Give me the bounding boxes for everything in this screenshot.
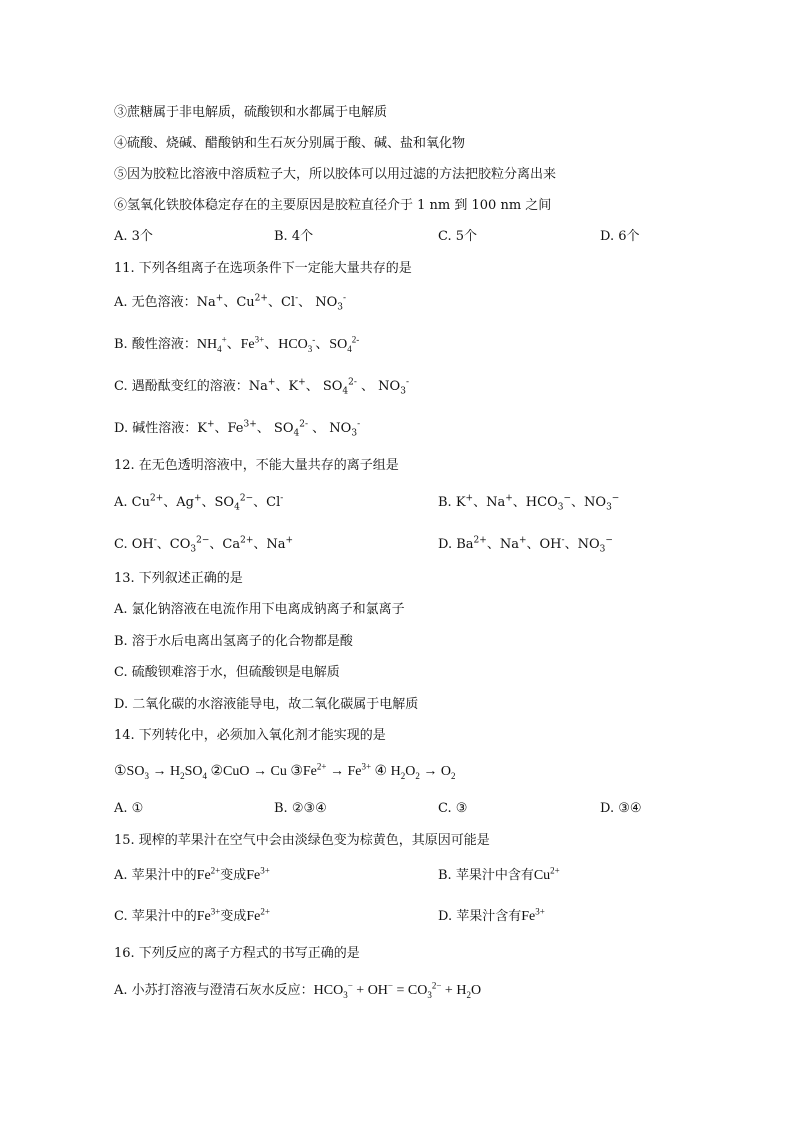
- q15-a-mid: 变成: [220, 868, 247, 883]
- q12-c-label: C.: [114, 537, 132, 552]
- q15-option-b: [438, 866, 560, 886]
- q16-stem: 16. 下列反应的离子方程式的书写正确的是: [114, 946, 360, 961]
- statement-3: ③蔗糖属于非电解质，硫酸钡和水都属于电解质: [114, 105, 388, 120]
- q10-option-b: B. 4个: [274, 229, 314, 244]
- q15-option-c: [114, 907, 270, 927]
- statement-4: ④硫酸、烧碱、醋酸钠和生石灰分别属于酸、碱、盐和氧化物: [114, 136, 466, 151]
- q15-c-mid: 变成: [220, 909, 247, 924]
- q11-option-d: [114, 419, 360, 439]
- q15-c-ion1: $Fe^{3+}$: [196, 906, 221, 924]
- q12-option-c: [114, 535, 293, 555]
- q10-option-c: C. 5个: [438, 229, 478, 244]
- q13-option-b: B. 溶于水后电离出氢离子的化合物都是酸: [114, 634, 353, 649]
- q12-option-d: [438, 535, 613, 555]
- q11-c-ions: Na+、K+、 $SO_4^{2-}$ 、 $NO_3^-$: [248, 377, 410, 397]
- q11-d-ions: K+、$Fe^{3+}$、 $SO_4^{2-}$ 、 $NO_3^-$: [197, 419, 361, 439]
- q12-b-label: B.: [438, 495, 456, 510]
- q12-b-ions: K+、Na+、$HCO_3^-$、$NO_3^-$: [455, 493, 620, 513]
- q15-a-ion1: $Fe^{2+}$: [196, 865, 221, 883]
- q12-option-b: [438, 493, 619, 513]
- q15-c-label: C. 苹果汁中的: [114, 909, 197, 924]
- q10-option-a: A. 3个: [114, 229, 153, 244]
- q15-b-ion: $Cu^{2+}$: [533, 865, 560, 883]
- q13-option-d: D. 二氧化碳的水溶液能导电，故二氧化碳属于电解质: [114, 697, 419, 712]
- q14-option-a: A. ①: [114, 801, 144, 816]
- q16-option-a: [114, 981, 481, 1001]
- q14-option-b: B. ②③④: [274, 801, 327, 816]
- q11-option-b: [114, 335, 359, 355]
- q16-a-equation: $HCO_3^- + OH^- = CO_3^{2-} + H_2O$: [313, 980, 482, 1000]
- q15-c-ion2: $Fe^{2+}$: [246, 906, 270, 924]
- q11-d-label: D. 碱性溶液：: [114, 421, 198, 436]
- q15-d-ion: $Fe^{3+}$: [521, 906, 545, 924]
- q12-c-ions: OH-、$CO_3^{2-}$、$Ca^{2+}$、Na+: [131, 535, 294, 555]
- q11-b-label: B. 酸性溶液：: [114, 337, 197, 352]
- q11-b-ions: $NH_4^+$、$Fe^{3+}$、$HCO_3^-$、$SO_4^{2-}$: [196, 334, 360, 354]
- q16-a-label: A. 小苏打溶液与澄清石灰水反应：: [114, 983, 314, 998]
- q12-d-ions: $Ba^{2+}$、Na+、OH-、$NO_3^-$: [456, 535, 613, 555]
- statement-5: ⑤因为胶粒比溶液中溶质粒子大，所以胶体可以用过滤的方法把胶粒分离出来: [114, 167, 557, 182]
- q11-c-label: C. 遇酚酞变红的溶液：: [114, 379, 249, 394]
- q15-b-label: B. 苹果汁中含有: [438, 868, 534, 883]
- q12-a-ions: $Cu^{2+}$、Ag+、$SO_4^{2-}$、Cl-: [131, 493, 284, 513]
- q13-option-c: C. 硫酸钡难溶于水，但硫酸钡是电解质: [114, 665, 340, 680]
- q12-a-label: A.: [114, 495, 132, 510]
- q15-option-d: [438, 907, 545, 927]
- q14-stem: 14. 下列转化中，必须加入氧化剂才能实现的是: [114, 728, 386, 743]
- q14-conversions: $①SO_3 \to H_2SO_4$ ②CuO → Cu $③Fe^{2+} \to Fe^{3+}$ ④ $H_2O_2 \to O_2$: [114, 761, 456, 781]
- q14-option-c: C. ③: [438, 801, 468, 816]
- q15-a-ion2: $Fe^{3+}$: [246, 865, 270, 883]
- q13-stem: 13. 下列叙述正确的是: [114, 571, 243, 586]
- q14-option-d: D. ③④: [600, 801, 642, 816]
- q13-option-a: A. 氯化钠溶液在电流作用下电离成钠离子和氯离子: [114, 602, 405, 617]
- q12-d-label: D.: [438, 537, 457, 552]
- q15-option-a: [114, 866, 270, 886]
- q15-stem: 15. 现榨的苹果汁在空气中会由淡绿色变为棕黄色，其原因可能是: [114, 833, 490, 848]
- q11-a-ions: Na+、$Cu^{2+}$、Cl-、 $NO_3^-$: [196, 293, 347, 313]
- q11-a-label: A. 无色溶液：: [114, 295, 197, 310]
- q11-stem: 11. 下列各组离子在选项条件下一定能大量共存的是: [114, 261, 412, 276]
- q12-stem: 12. 在无色透明溶液中，不能大量共存的离子组是: [114, 458, 399, 473]
- statement-6: ⑥氢氧化铁胶体稳定存在的主要原因是胶粒直径介于 1 nm 到 100 nm 之间: [114, 198, 552, 213]
- q15-d-label: D. 苹果汁含有: [438, 909, 522, 924]
- q10-option-d: D. 6个: [600, 229, 640, 244]
- q15-a-label: A. 苹果汁中的: [114, 868, 197, 883]
- q11-option-a: [114, 293, 346, 313]
- q11-option-c: [114, 377, 409, 397]
- q12-option-a: [114, 493, 283, 513]
